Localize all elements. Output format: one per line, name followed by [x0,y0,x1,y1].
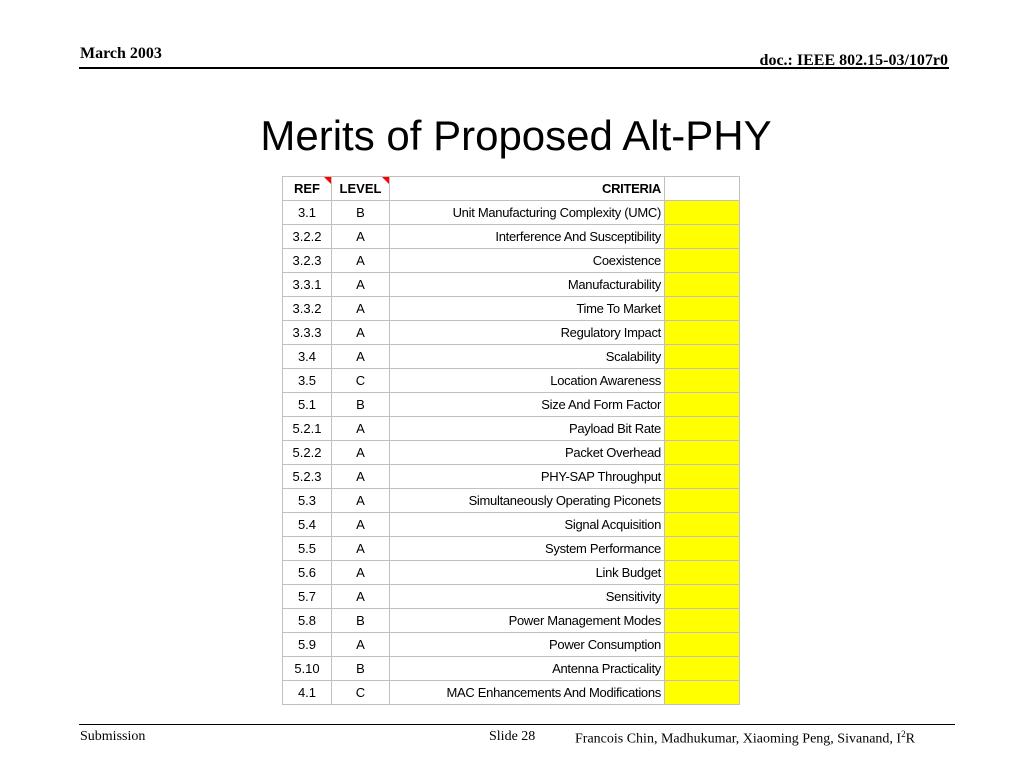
cell-highlight [665,441,740,465]
footer-slide-number: Slide 28 [489,729,536,744]
cell-ref: 5.6 [283,561,332,585]
table-row [283,297,740,321]
table-row [283,633,740,657]
cell-level: A [332,585,390,609]
cell-ref: 3.3.1 [283,273,332,297]
cell-criteria: Location Awareness [390,369,665,393]
cell-level: A [332,273,390,297]
table-row [283,513,740,537]
cell-criteria: Coexistence [390,249,665,273]
cell-criteria: Simultaneously Operating Piconets [390,489,665,513]
cell-highlight [665,417,740,441]
cell-criteria: Link Budget [390,561,665,585]
cell-level: C [332,369,390,393]
cell-highlight [665,225,740,249]
table-row [283,681,740,705]
cell-criteria: Manufacturability [390,273,665,297]
cell-criteria: Power Management Modes [390,609,665,633]
cell-level: A [332,249,390,273]
table-row [283,249,740,273]
cell-ref: 5.5 [283,537,332,561]
cell-level: A [332,465,390,489]
col-header-ref-label: REF [294,181,320,196]
cell-highlight [665,585,740,609]
col-header-criteria: CRITERIA [390,177,665,201]
cell-highlight [665,273,740,297]
cell-highlight [665,537,740,561]
cell-highlight [665,393,740,417]
cell-level: A [332,297,390,321]
cell-highlight [665,201,740,225]
cell-ref: 4.1 [283,681,332,705]
table-row [283,657,740,681]
cell-level: A [332,537,390,561]
cell-criteria: Regulatory Impact [390,321,665,345]
cell-ref: 3.3.2 [283,297,332,321]
cell-ref: 5.2.3 [283,465,332,489]
table-row [283,585,740,609]
cell-highlight [665,345,740,369]
cell-criteria: Unit Manufacturing Complexity (UMC) [390,201,665,225]
cell-level: B [332,609,390,633]
cell-ref: 3.2.3 [283,249,332,273]
cell-level: B [332,657,390,681]
cell-level: A [332,441,390,465]
cell-level: B [332,393,390,417]
footer-submission: Submission [80,729,146,744]
cell-criteria: MAC Enhancements And Modifications [390,681,665,705]
cell-ref: 3.1 [283,201,332,225]
cell-ref: 5.4 [283,513,332,537]
col-header-level [332,177,390,201]
cell-level: A [332,489,390,513]
table-header-row [283,177,740,201]
cell-ref: 5.2.1 [283,417,332,441]
cell-highlight [665,657,740,681]
cell-criteria: System Performance [390,537,665,561]
header-divider [79,67,949,69]
table-row [283,609,740,633]
cell-highlight [665,561,740,585]
cell-criteria: Scalability [390,345,665,369]
col-header-ref [283,177,332,201]
cell-ref: 5.8 [283,609,332,633]
cell-level: A [332,345,390,369]
cell-level: B [332,201,390,225]
cell-criteria: PHY-SAP Throughput [390,465,665,489]
table-row [283,537,740,561]
table-body [283,201,740,705]
cell-level: C [332,681,390,705]
table-row [283,489,740,513]
table-row [283,201,740,225]
cell-criteria: Signal Acquisition [390,513,665,537]
footer-authors-prefix: Francois Chin, Madhukumar, Xiaoming Peng, Sivanand, I [575,731,902,747]
footer-authors-suffix: R [905,731,915,747]
cell-highlight [665,369,740,393]
cell-level: A [332,633,390,657]
cell-level: A [332,561,390,585]
cell-ref: 5.9 [283,633,332,657]
cell-criteria: Antenna Practicality [390,657,665,681]
cell-ref: 5.7 [283,585,332,609]
footer-divider [79,724,955,725]
cell-criteria: Payload Bit Rate [390,417,665,441]
table-row [283,465,740,489]
footer-authors [575,729,915,748]
cell-criteria: Interference And Susceptibility [390,225,665,249]
cell-criteria: Packet Overhead [390,441,665,465]
cell-ref: 3.2.2 [283,225,332,249]
cell-ref: 5.3 [283,489,332,513]
cell-level: A [332,417,390,441]
cell-highlight [665,297,740,321]
cell-ref: 3.3.3 [283,321,332,345]
cell-criteria: Time To Market [390,297,665,321]
table-row [283,561,740,585]
table-row [283,273,740,297]
cell-highlight [665,513,740,537]
table-row [283,345,740,369]
cell-ref: 5.10 [283,657,332,681]
table-row [283,369,740,393]
footer-authors-sup: 2 [901,729,906,739]
cell-highlight [665,321,740,345]
table-row [283,321,740,345]
table-row [283,441,740,465]
header-doc-id: doc.: IEEE 802.15-03/107r0 [759,52,948,69]
header-date: March 2003 [80,45,162,62]
cell-ref: 3.5 [283,369,332,393]
cell-level: A [332,225,390,249]
cell-level: A [332,321,390,345]
cell-highlight [665,633,740,657]
cell-highlight [665,489,740,513]
cell-highlight [665,465,740,489]
merits-table [282,176,740,705]
comment-marker-icon [382,177,389,184]
slide-title: Merits of Proposed Alt-PHY [260,112,772,159]
cell-highlight [665,681,740,705]
cell-criteria: Power Consumption [390,633,665,657]
cell-criteria: Size And Form Factor [390,393,665,417]
table-row [283,225,740,249]
cell-ref: 3.4 [283,345,332,369]
col-header-blank [665,177,740,201]
table-row [283,393,740,417]
comment-marker-icon [324,177,331,184]
col-header-level-label: LEVEL [339,181,382,196]
cell-highlight [665,609,740,633]
cell-criteria: Sensitivity [390,585,665,609]
cell-ref: 5.1 [283,393,332,417]
cell-level: A [332,513,390,537]
cell-ref: 5.2.2 [283,441,332,465]
cell-highlight [665,249,740,273]
table-row [283,417,740,441]
